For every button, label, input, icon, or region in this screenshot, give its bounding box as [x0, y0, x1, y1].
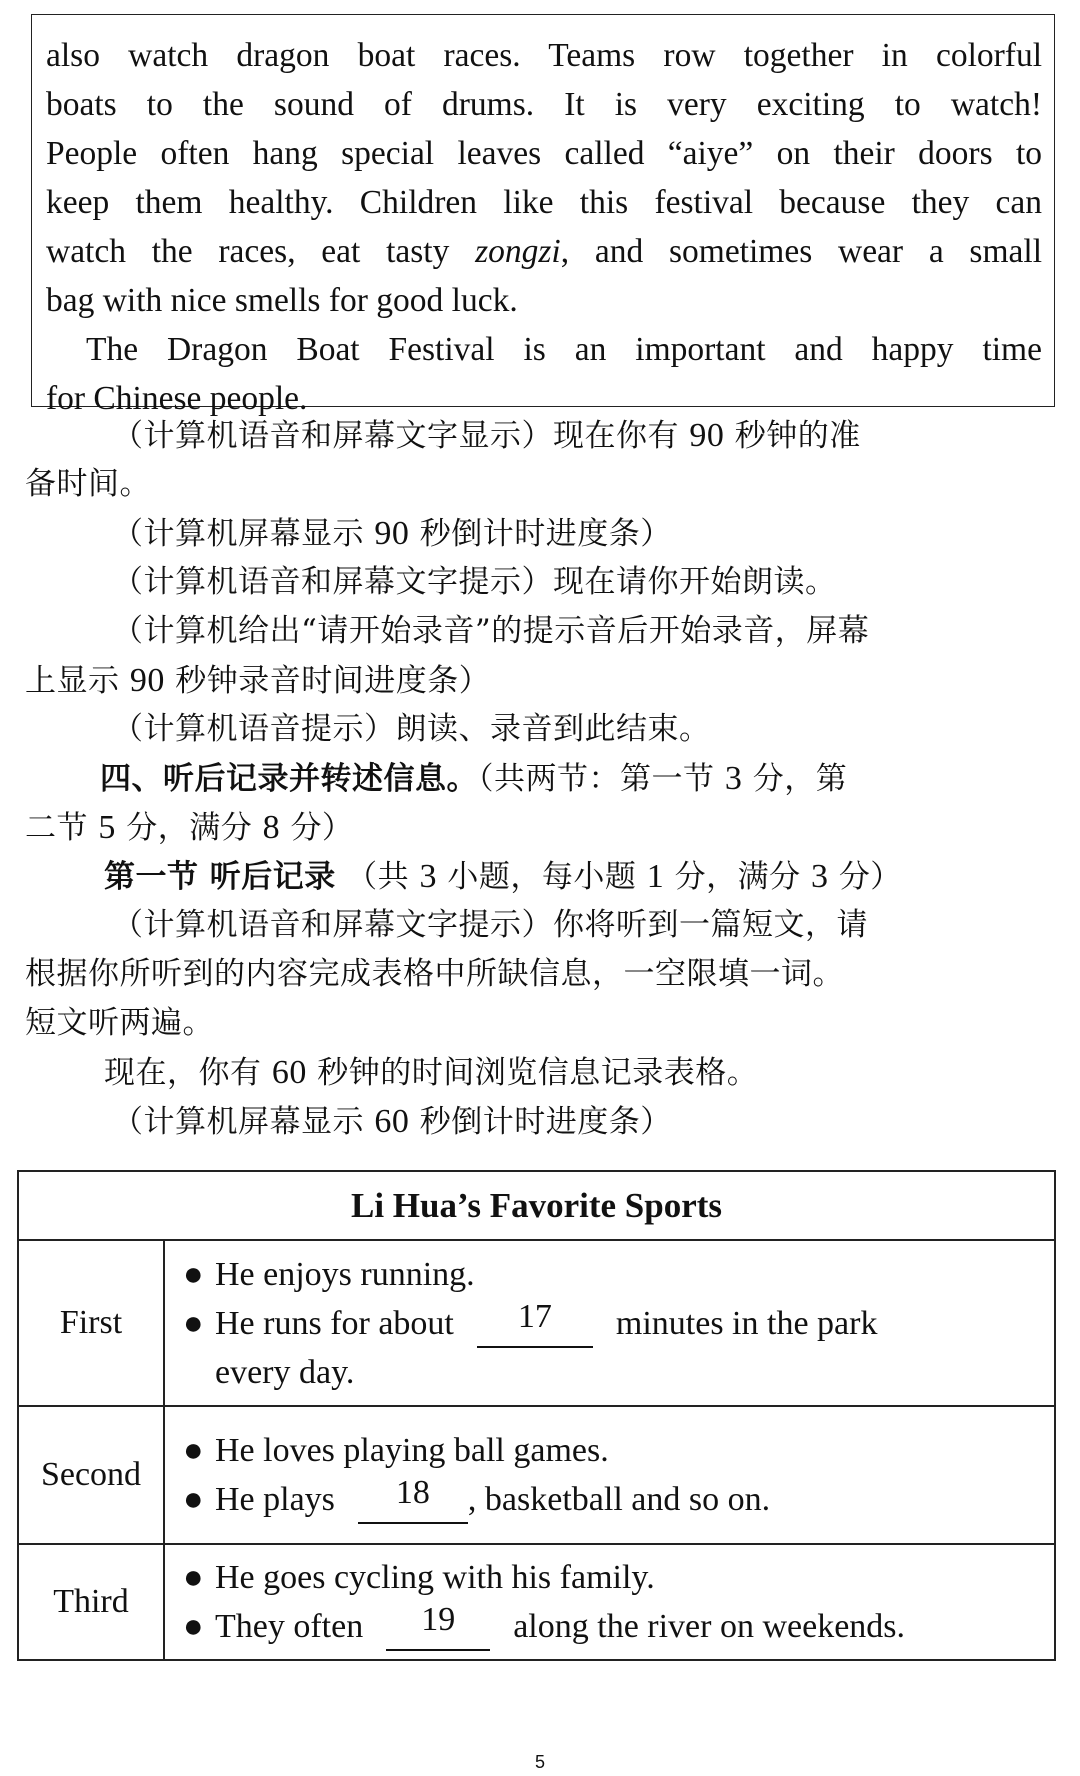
passage-box	[31, 14, 1055, 417]
row-content-first	[164, 1240, 1055, 1406]
row-label-second: Second	[18, 1406, 164, 1544]
table-row	[18, 1406, 1055, 1544]
passage-line-4: keep them healthy. Children like this festival because they can	[46, 184, 1042, 221]
passage-line-1: also watch dragon boat races. Teams row together in colorful	[46, 37, 1042, 74]
section-4-title: 四、听后记录并转述信息。	[100, 761, 478, 797]
answer-blank-17[interactable]: 17	[477, 1299, 593, 1348]
countdown-90-line: （计算机屏幕显示 90 秒倒计时进度条）	[112, 515, 672, 552]
countdown-60-line: （计算机屏幕显示 60 秒倒计时进度条）	[112, 1103, 672, 1140]
list-item: ● He runs for about 17 minutes in the park	[165, 1299, 1054, 1348]
part-1-heading: 第一节 听后记录 （共 3 小题，每小题 1 分，满分 3 分）	[104, 858, 902, 895]
zongzi-italic: zongzi	[475, 233, 561, 270]
part-1-instruction-end: 短文听两遍。	[25, 1005, 214, 1041]
prep-time-line-cont: 备时间。	[25, 466, 151, 502]
row-label-third: Third	[18, 1544, 164, 1660]
end-reading-line: （计算机语音提示）朗读、录音到此结束。	[112, 711, 711, 747]
page-number: 5	[534, 1752, 545, 1772]
answer-blank-18[interactable]: 18	[358, 1475, 468, 1524]
passage-line-3: People often hang special leaves called “aiye” on their doors to	[46, 135, 1042, 172]
passage-line-2: boats to the sound of drums. It is very exciting to watch!	[46, 86, 1042, 123]
table-header-row	[18, 1171, 1055, 1240]
list-item: ● He plays 18 , basketball and so on.	[165, 1475, 1054, 1524]
bullet-icon: ●	[183, 1559, 204, 1596]
recording-line-cont: 上显示 90 秒钟录音时间进度条）	[25, 662, 491, 699]
list-item: ● He loves playing ball games.	[165, 1426, 1054, 1475]
list-item: ● He goes cycling with his family.	[165, 1553, 1054, 1602]
list-item: ● He enjoys running.	[165, 1250, 1054, 1299]
bullet-icon: ●	[183, 1432, 204, 1469]
row-content-second	[164, 1406, 1055, 1544]
list-item-cont: every day.	[215, 1353, 355, 1391]
start-reading-line: （计算机语音和屏幕文字提示）现在请你开始朗读。	[112, 564, 837, 600]
prep-time-line: （计算机语音和屏幕文字显示）现在你有 90 秒钟的准	[112, 417, 861, 454]
row-label-first: First	[18, 1240, 164, 1406]
browse-time-line: 现在，你有 60 秒钟的时间浏览信息记录表格。	[104, 1054, 759, 1091]
table-row	[18, 1240, 1055, 1406]
bullet-icon: ●	[183, 1304, 204, 1342]
table-row	[18, 1544, 1055, 1660]
sports-record-table	[17, 1170, 1056, 1661]
part-1-title: 第一节 听后记录	[104, 859, 336, 895]
bullet-icon: ●	[183, 1608, 204, 1645]
list-item: ● They often 19 along the river on weekends.	[165, 1602, 1054, 1651]
bullet-icon: ●	[183, 1255, 204, 1293]
passage-line-7: The Dragon Boat Festival is an important and happy time	[86, 331, 1042, 368]
passage-line-5: watch the races, eat tasty zongzi, and sometimes wear a small	[46, 233, 1043, 270]
answer-blank-19[interactable]: 19	[386, 1602, 490, 1651]
part-1-instruction-cont: 根据你所听到的内容完成表格中所缺信息，一空限填一词。	[25, 956, 844, 992]
row-content-third	[164, 1544, 1055, 1660]
table-title: Li Hua’s Favorite Sports	[18, 1171, 1055, 1240]
bullet-icon: ●	[183, 1481, 204, 1518]
passage-line-6: bag with nice smells for good luck.	[46, 282, 518, 319]
part-1-instruction: （计算机语音和屏幕文字提示）你将听到一篇短文，请	[112, 907, 868, 943]
recording-line: （计算机给出“请开始录音”的提示音后开始录音，屏幕	[112, 613, 870, 649]
section-4-heading: 四、听后记录并转述信息。（共两节：第一节 3 分，第	[100, 760, 848, 797]
section-4-heading-cont: 二节 5 分，满分 8 分）	[25, 809, 354, 846]
passage-line-8: for Chinese people.	[46, 380, 308, 417]
